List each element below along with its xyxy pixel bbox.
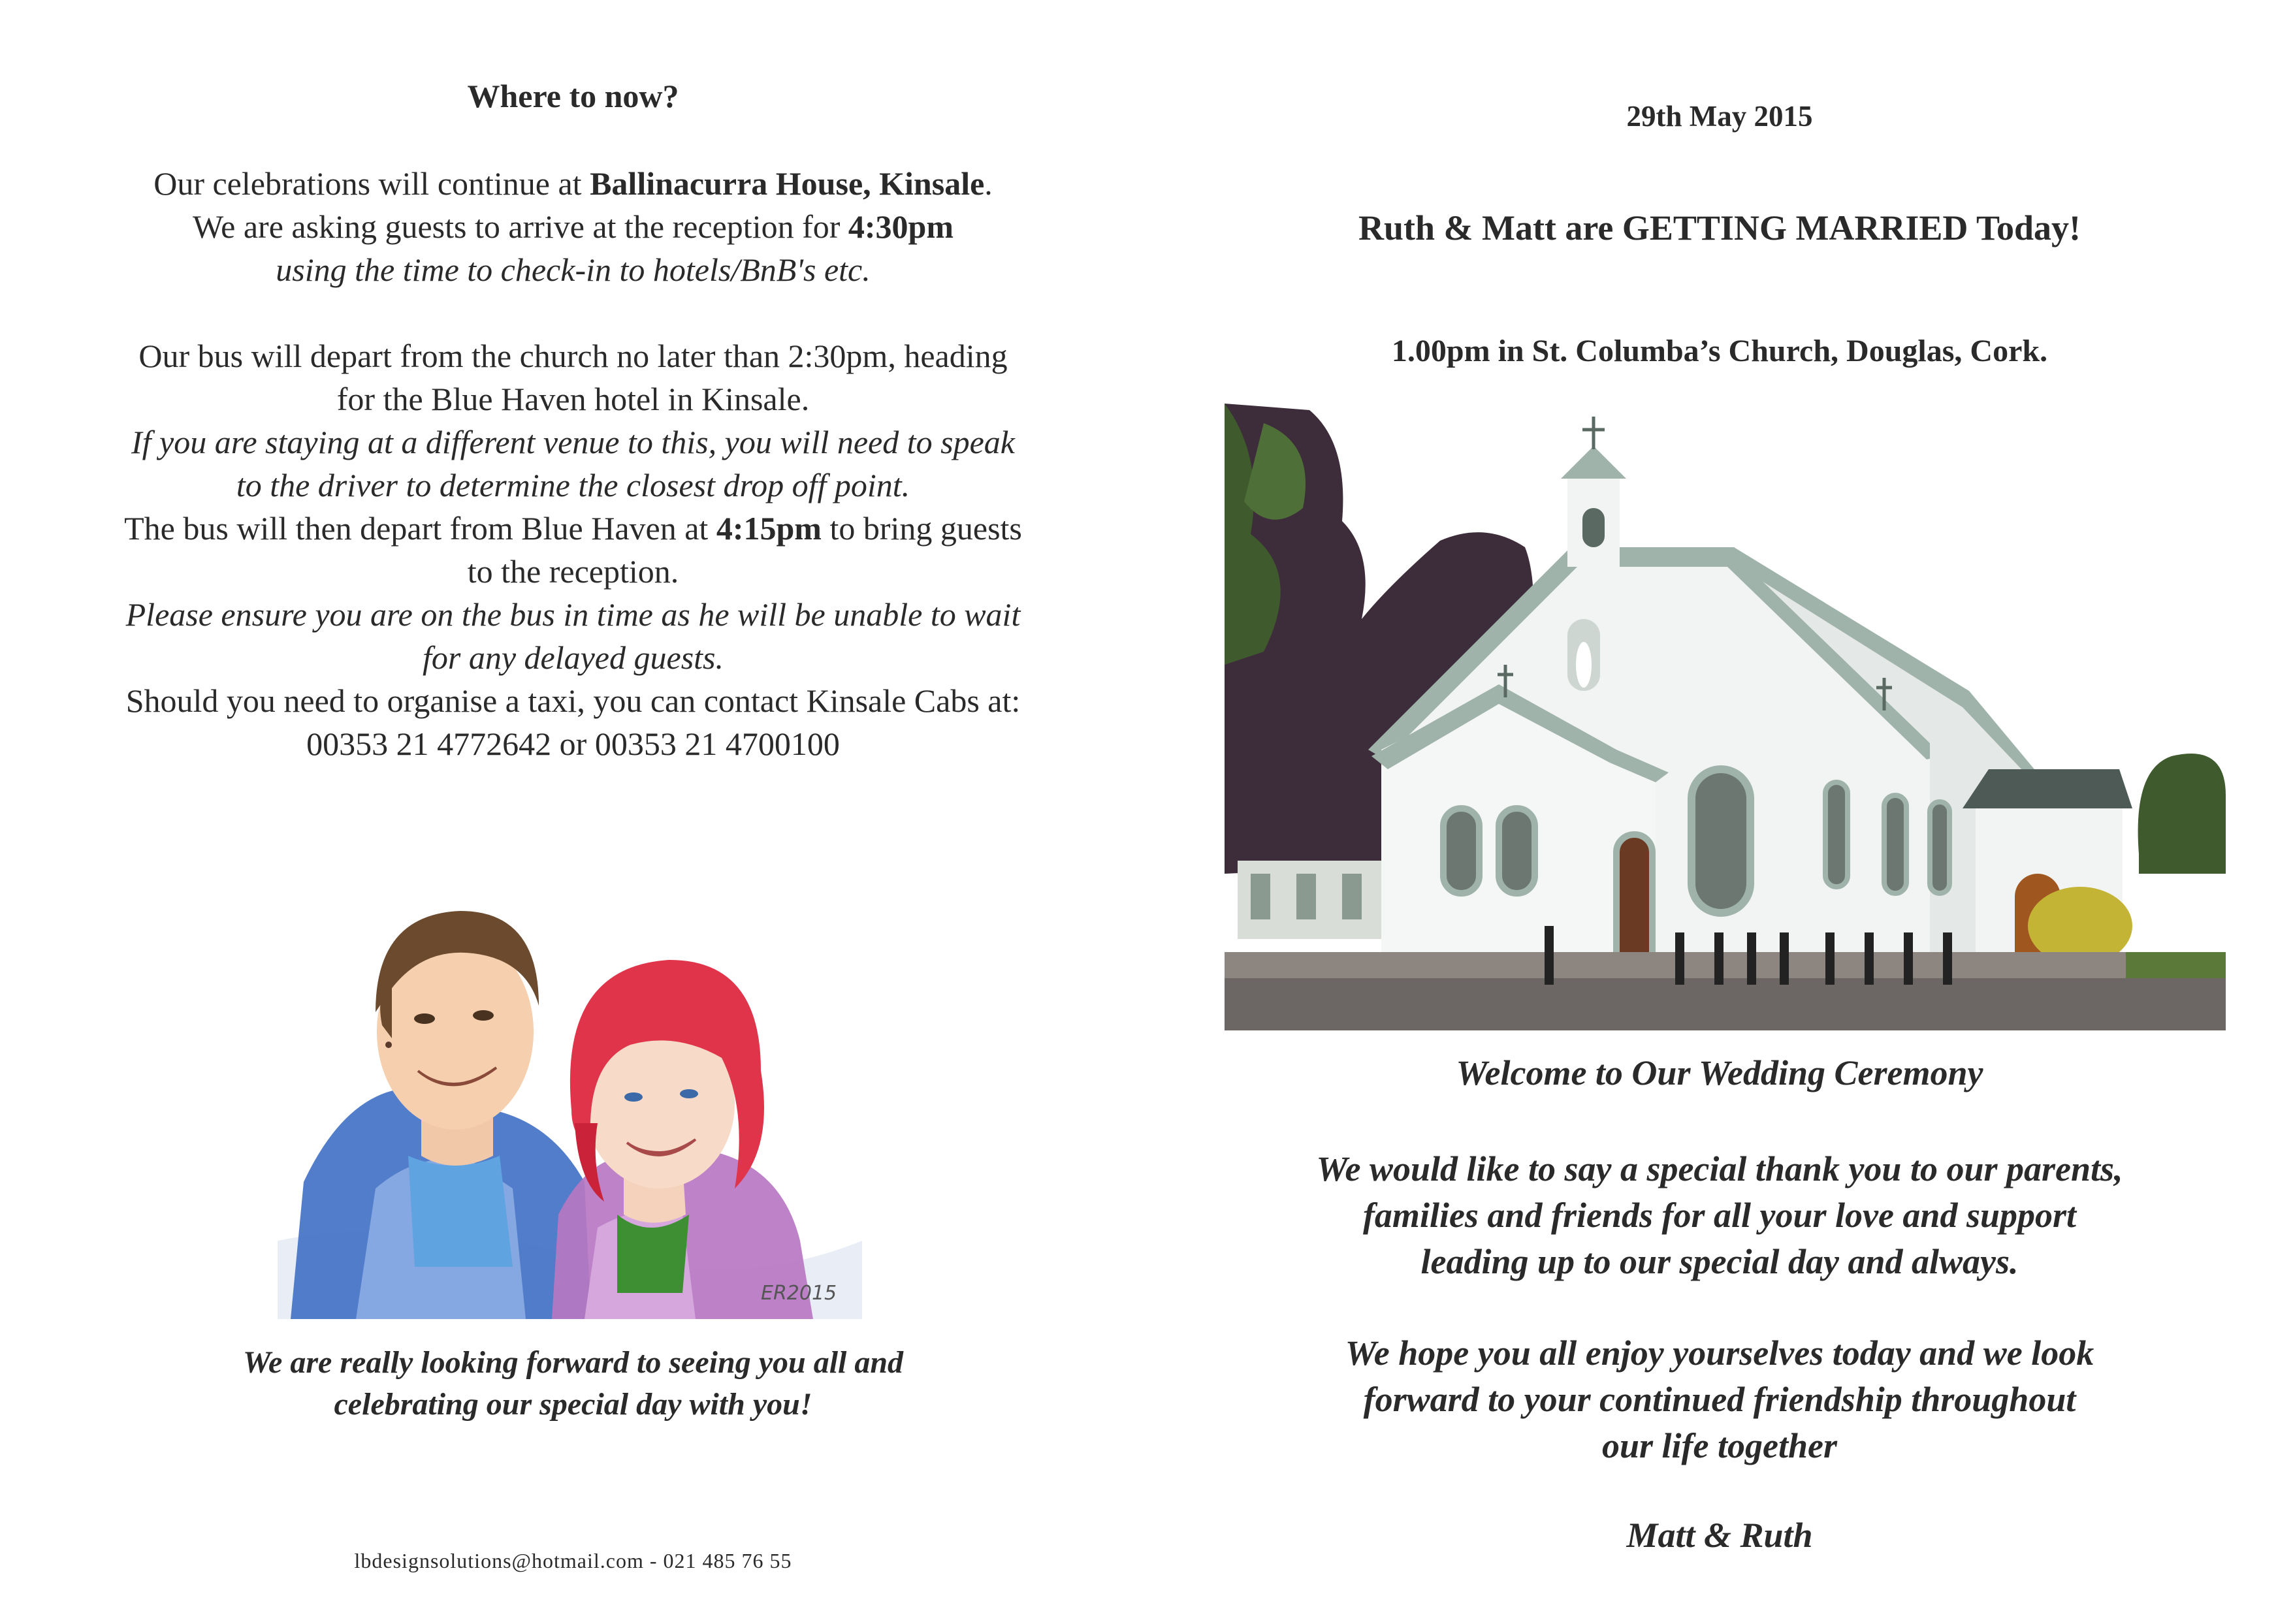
looking-forward-message: We are really looking forward to seeing you all and celebrating our special day with you! [242, 1345, 904, 1422]
thank-you-message: We would like to say a special thank you to our parents, families and friends for all your love and support leading up to our special day and always. [1316, 1149, 2123, 1281]
bus-line-1: Our bus will depart from the church no later than 2:30pm, heading [138, 338, 1008, 374]
bus-line-3: If you are staying at a different venue to this, you will need to speak [131, 424, 1015, 460]
taxi-phone-numbers: 00353 21 4772642 or 00353 21 4700100 [306, 725, 840, 762]
hope-message: We hope you all enjoy yourselves today and we look forward to your continued friendship throughout our life together [1345, 1333, 2094, 1465]
designer-contact: lbdesignsolutions@hotmail.com - 021 485 76 55 [354, 1549, 792, 1572]
wedding-date: 29th May 2015 [1626, 100, 1813, 133]
bus-line-2: for the Blue Haven hotel in Kinsale. [336, 381, 810, 417]
bus-line-7: Please ensure you are on the bus in time as he will be unable to wait [125, 596, 1021, 633]
taxi-line: Should you need to organise a taxi, you can contact Kinsale Cabs at: [125, 682, 1021, 719]
headline: Ruth & Matt are GETTING MARRIED Today! [1358, 208, 2081, 247]
bus-line-8: for any delayed guests. [422, 639, 724, 676]
ceremony-time-venue: 1.00pm in St. Columba’s Church, Douglas, Cork. [1391, 334, 2048, 368]
bus-line-5: The bus will then depart from Blue Haven at 4:15pm to bring guests [124, 510, 1022, 547]
svg-text:ER2015: ER2015 [761, 1282, 837, 1305]
travel-info [59, 162, 1087, 765]
reception-line-3: using the time to check-in to hotels/BnB's etc. [276, 251, 871, 288]
where-to-now-heading: Where to now? [467, 78, 679, 114]
reception-line-1: Our celebrations will continue at Ballinacurra House, Kinsale. [153, 165, 993, 202]
right-panel [1146, 0, 2293, 1624]
couple-illustration [278, 875, 862, 1319]
left-panel [0, 0, 1146, 1624]
bus-line-6: to the reception. [467, 553, 679, 590]
church-photo [1225, 404, 2226, 1030]
welcome-heading: Welcome to Our Wedding Ceremony [1456, 1053, 1983, 1092]
reception-line-2: We are asking guests to arrive at the reception for 4:30pm [192, 208, 954, 245]
bus-line-4: to the driver to determine the closest drop off point. [236, 467, 910, 503]
couple-signature: Matt & Ruth [1626, 1516, 1813, 1555]
